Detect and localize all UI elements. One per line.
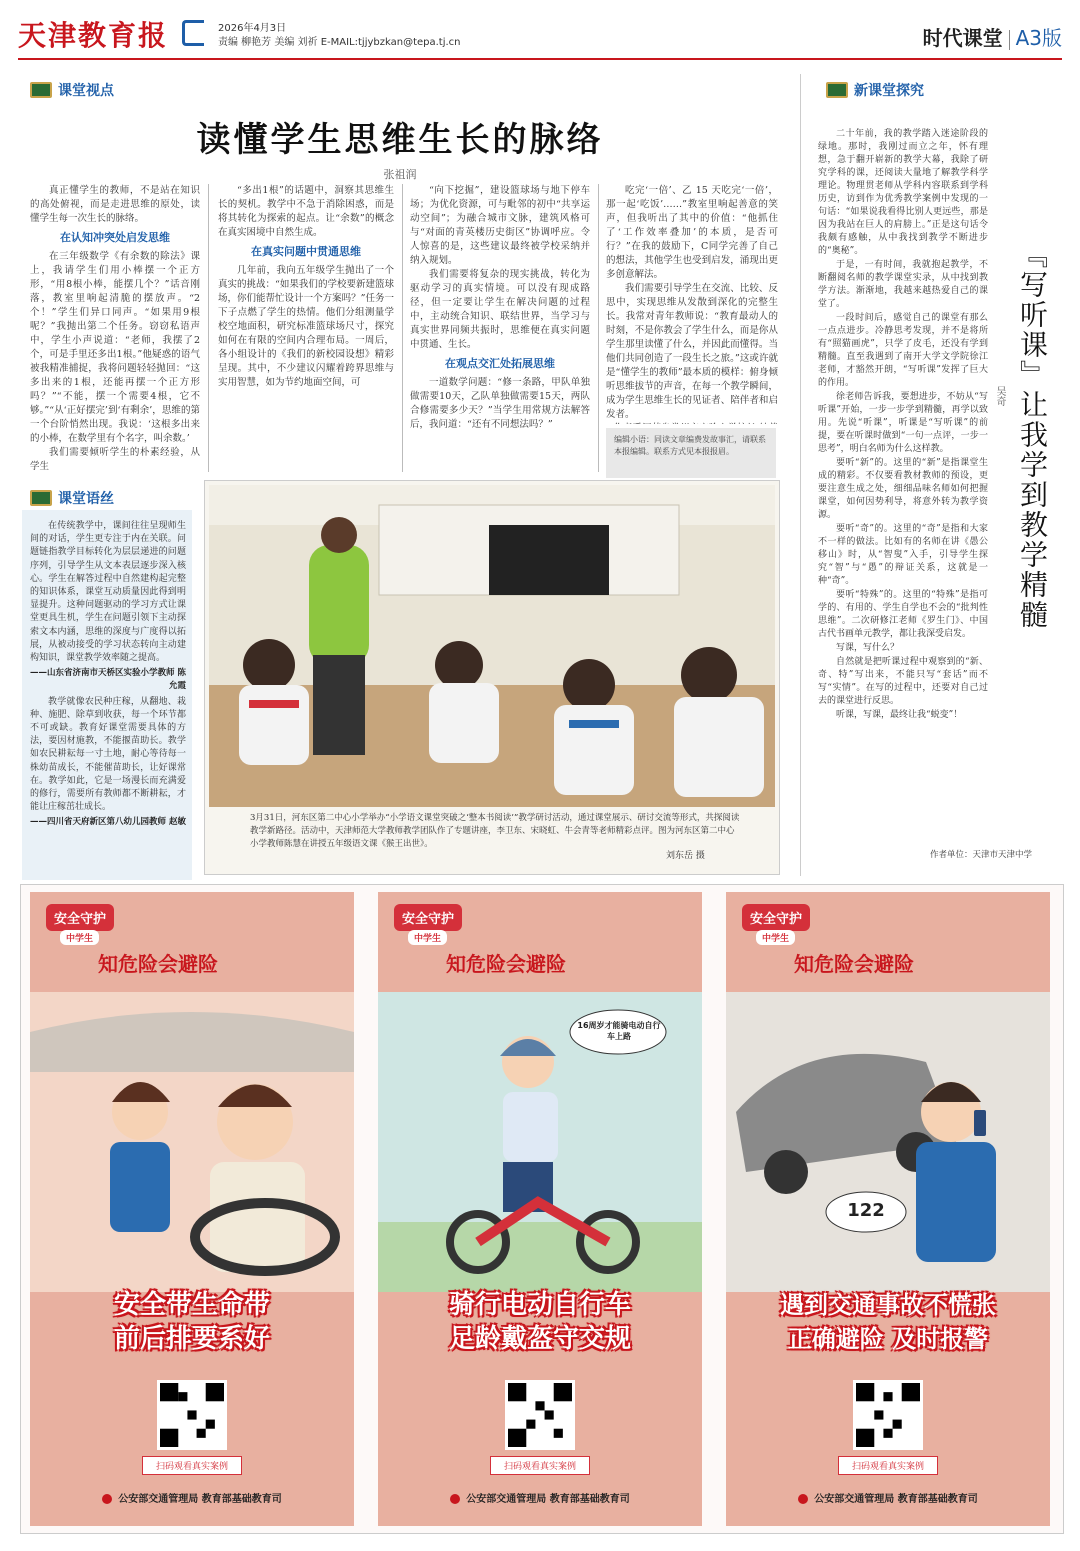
right-article-signature: 作者单位：天津市天津中学 [930,850,1033,860]
paragraph: 我们需要倾听学生的朴素经验，从学生 [30,447,200,472]
paragraph: 二十年前，我的教学踏入迷途阶段的绿地。那时，我刚过而立之年，怀有理想，急于翻开崭新的教学大幕，我除了研究学科的课，还阅读大量地了解教学科学理论。物理贯老师从学科内容联系到学科历史，访到作为优秀教学案例中发现的一句话：“如果说我看得比别人更远些，那是因为我站在巨人的肩膀上。”正是这句话令我颇有感触，从中我找到教学不断进步的“奥秘”。 [818,129,988,256]
paragraph: “多出1根”的话题中，洞察其思维生长的契机。教学中不急于消除困惑，而是将其转化为探索的起点。让“余数”的概念在真实困境中自然生成。 [218,185,394,238]
paragraph: 一段时间后，感觉自己的课堂有那么一点点进步。冷静思考发现，并不是将所有“照猫画虎”，只学了皮毛，还没有学到精髓。直至我遇到了南开大学文学院徐江老师，才豁然开朗，“写听课”发挥了巨大的作用。 [818,313,988,388]
poster-ebike [378,892,702,1526]
paragraph: 吃完‘一倍’、乙 15 天吃完‘一倍’，那一起‘吃饭’……”教室里响起善意的笑声，但我听出了其中的价值：“他抓住了‘工作效率叠加’的本质，是否可行？”在我的鼓励下，C同学完善了自己的想法，其他学生也受到启发，涌现出更多创意解法。 [606,185,778,280]
headline-line: 足龄戴盔守交规 [448,1324,631,1354]
slogan: 知危险会避险 [794,952,914,976]
logo-mark-icon [182,20,204,46]
paragraph: 徐老师告诉我，要想进步，不妨从“写听课”开始，一步一步学到精髓，再学以致用。先说“听课”，听课是“写听课”的前提，要在听课时做到“一句一点评，一步一思考”，明白名师为什么这样教。 [818,392,988,454]
headline-line: 安全带生命带 [113,1290,270,1320]
poster-footer [30,1490,354,1505]
right-article-author: 吴奇 [994,386,1005,406]
divider [1009,30,1010,50]
paragraph: 写课，写什么？ [836,643,900,653]
poster-headline [726,1288,1050,1356]
police-emblem-icon [798,1494,808,1504]
brand-sub: 中学生 [60,930,99,945]
editor-info: 责编 柳艳芳 美编 刘祈 E-MAIL:tjjybzkan@tepa.tj.cn [218,37,461,48]
poster-footer [726,1490,1050,1505]
car-scene-illustration [30,992,354,1292]
paragraph: 自然就是把听课过程中观察到的“新、奇、特”写出来，不能只写“套话”而不写“实情”。在写的过程中，还要对自己过去的课堂进行反思。 [818,657,988,706]
paragraph: 几年前，我向五年级学生抛出了一个真实的挑战：“如果我们的学校要新建篮球场，你们能帮忙设计一个方案吗？”任务一下子点燃了学生的热情。他们分组测量学校空地面积，研究标准篮球场尺寸，探究如何在有限的空间内合理布局。一周后，各小组设计的《我们的新校园设想》精彩呈现。其中，不少建议闪耀着跨界思维与实用智慧，如为节约地面空间，可 [218,265,394,388]
blackboard-icon [30,82,52,98]
tag-label: 课堂语丝 [58,491,114,507]
article-byline: 张祖润 [383,168,417,181]
tag-label: 新课堂探究 [854,83,924,99]
brand-sub: 中学生 [756,930,795,945]
column-divider [208,184,209,472]
qr-code[interactable] [157,1380,227,1450]
right-article-body [818,128,988,723]
police-emblem-icon [102,1494,112,1504]
right-article-title: 『写听课』让我学到教学精髓 [1016,240,1049,630]
accident-scene-illustration [726,992,1050,1292]
poster-headline [378,1288,702,1356]
paragraph: 要听“特殊”的。这里的“特殊”是指可学的、有用的、学生自学也不会的“批判性思维”。二次研修江老师《罗生门》、中国古代书画单元教学，都让我深受启发。 [818,590,988,639]
author-signature: ——山东省济南市天桥区实验小学教师 陈允霞 [30,668,186,692]
tag-ketang-shidian [30,80,114,100]
qr-pattern [856,1383,920,1447]
column-divider [402,184,403,472]
issue-date: 2026年4月3日 [218,23,287,34]
article-column-4 [606,184,778,424]
headline-line: 遇到交通事故不慌张 [780,1291,996,1319]
author-note [606,422,778,424]
blackboard-icon [826,82,848,98]
paragraph: 我们需要将复杂的现实挑战，转化为驱动学习的真实情境。可以没有现成路径，但一定要让学生在解决问题的过程中，主动统合知识、联结世界，当学习与真实世界同频共振时，思维便在真实问题中贯通、生长。 [410,269,590,350]
paragraph: 教学就像农民种庄稼，从翻地、栽种、施肥、除草到收获，每一个环节都不可或缺。教育好课堂需要具体的方法，要因材施教，不能揠苗助长。教学如农民耕耘每一寸土地，耐心等待每一株幼苗成长，不能催苗助长，让好课常在。教学如此，它是一场漫长而充满爱的修行，需要所有教师都不断耕耘，才能让庄稼茁壮成长。 [30,696,186,813]
article-column-3 [410,184,590,472]
photo-caption: 3月31日，河东区第二中心小学举办“小学语文课堂突破之‘整本书阅读’”教学研讨活动，通过课堂展示、研讨交流等形式，共探阅读教学新路径。活动中，天津师范大学教师教学团队作了专题讲座，李卫东、宋晓虹、牛会青等老师精彩点评。图为河东区第二中心小学教师陈慧在讲授五年级语文课《猴王出世》。 [250,813,740,849]
qr-label: 扫码观看真实案例 [142,1456,242,1475]
police-emblem-icon [450,1494,460,1504]
headline-line: 骑行电动自行车 [448,1290,631,1320]
article-column-2 [218,184,394,472]
paragraph: 要听“奇”的。这里的“奇”是指和大家不一样的做法。比如有的名师在讲《愚公移山》时，从“智叟”入手，引导学生探究“智”与“愚”的辩证关系，这就是一种“奇”。 [818,524,988,586]
newspaper-logo: 天津教育报 [18,19,169,52]
poster-seatbelt [30,892,354,1526]
author-signature: ——四川省天府新区第八幼儿园教师 赵敏 [30,817,186,828]
qr-code[interactable] [853,1380,923,1450]
paragraph: 要听“新”的。这里的“新”是指课堂生成的精彩。不仅要看教材教师的预设，更要注意生成之处，细细品味名师如何把握课堂，如何因势利导，将意外转为教学资源。 [818,458,988,520]
paragraph: 听课，写课，最终让我“蜕变”！ [836,710,963,720]
paragraph: “向下挖掘”，建设篮球场与地下停车场；为优化资源，可与毗邻的初中“共享运动空间”；为融合城市文脉，建筑风格可与“对面的青英楼历史街区”协调呼应。令人惊喜的是，这些建议最终被学校采纳并纳入规划。 [410,185,590,266]
sidebar-text [30,520,186,832]
footer-text: 公安部交通管理局 教育部基础教育司 [466,1494,630,1505]
subheading: 在真实问题中贯通思维 [251,245,361,258]
paragraph: 在传统教学中，课间往往呈现师生间的对话，学生更专注于内在关联。问题链指教学目标转化为层层递进的问题序列，引导学生从文本表层逐步深入核心。学生在解答过程中自然建构起完整的知识体系，课堂互动质量因此得到明显提升。这种问题驱动的学习方式让课堂更具生机，学生在问题引领下主动探索文本内涵，思维的深度与广度得以拓展，从被动接受的学习状态转向主动建构知识，课堂教学效率随之提高。 [30,521,186,664]
footer-text: 公安部交通管理局 教育部基础教育司 [814,1494,978,1505]
editor-note-box: 编辑小语：同读文章编费发故事汇，请联系本报编辑。联系方式见本报报眉。 [606,428,776,478]
poster-headline [30,1288,354,1356]
brand-sub: 中学生 [408,930,447,945]
paragraph: 一道数学问题：“修一条路，甲队单独做需要10天，乙队单独做需要15天，两队合修需要多少天？”当学生用常规方法解答后，我问道：“还有不同想法吗？” [410,377,590,430]
headline-line: 前后排要系好 [113,1324,270,1354]
section-name: 时代课堂 [922,26,1003,50]
poster-accident [726,892,1050,1526]
footer-text: 公安部交通管理局 教育部基础教育司 [118,1494,282,1505]
qr-code[interactable] [505,1380,575,1450]
paragraph: 于是，一有时间，我就抱起教学，不断翻阅名师的教学课堂实录，从中找到教学方法。渐渐地，我越来越热爱自己的课堂了。 [818,260,988,309]
header-rule [18,58,1062,60]
qr-label: 扫码观看真实案例 [838,1456,938,1475]
poster-footer [378,1490,702,1505]
paragraph: 我们需要引导学生在交流、比较、反思中，实现思维从发散到深化的完整生长。我常对青年教师说：“教育最动人的时刻，不是你教会了学生什么，而是你从学生那里读懂了什么，并因此而懂得。当他们共同创造了一段生长之旅。”这或许就是“懂学生的教师”最本质的模样：俯身倾听思维拔节的声音，在每一个教学瞬间，成为学生思维生长的见证者、陪伴者和启发者。 [606,283,778,420]
subheading: 在认知冲突处启发思维 [60,231,170,244]
subheading: 在观点交汇处拓展思维 [445,357,555,370]
speech-bubble: 16周岁才能骑电动自行车上路 [577,1021,661,1041]
slogan: 知危险会避险 [446,952,566,976]
section-header [923,22,1062,51]
headline-line: 正确避险 及时报警 [787,1325,989,1353]
article-title: 读懂学生思维生长的脉络 [196,120,604,160]
brand-badge: 安全守护 [742,904,810,931]
page-number: A3版 [1015,26,1062,50]
brand-badge: 安全守护 [46,904,114,931]
brand-badge: 安全守护 [394,904,462,931]
speech-bubble: 122 [847,1200,885,1221]
masthead [18,14,1062,58]
classroom-illustration [209,485,775,807]
blackboard-icon [30,490,52,506]
photo-credit: 刘东岳 摄 [666,851,705,861]
paragraph: 在三年级数学《有余数的除法》课上，我请学生们用小棒摆一个正方形，“用8根小棒，能摆几个？”话音刚落，教室里响起清脆的摆放声。“2个！”学生们异口同声。“如果用9根呢？”我抛出第二个任务。窃窃私语声中，学生小声说道：“老师，我摆了2个，可是手里还多出1根。”他疑惑的语气被我精准捕捉，我将问题轻轻抛回：“这多出来的1根，还能再摆一个正方形吗？”“不能，摆一个需要4根，它不够。”“从‘正好摆完’到‘有剩余’，思维的第一个台阶悄然出现。我说：‘这根多出来的小棒，在数学里有个名字，叫余数。’ [30,251,200,444]
slogan: 知危险会避险 [98,952,218,976]
issue-meta [218,22,461,50]
qr-label: 扫码观看真实案例 [490,1456,590,1475]
qr-pattern [160,1383,224,1447]
column-divider [598,184,599,472]
tag-ketang-yusi [30,488,114,508]
paragraph: 真正懂学生的教师，不是站在知识的高处俯视，而是走进思维的原处，读懂学生每一次生长的脉络。 [30,185,200,224]
tag-xin-ketang [826,80,924,100]
qr-pattern [508,1383,572,1447]
tag-label: 课堂视点 [58,83,114,99]
column-divider [800,74,801,876]
article-column-1 [30,184,200,472]
